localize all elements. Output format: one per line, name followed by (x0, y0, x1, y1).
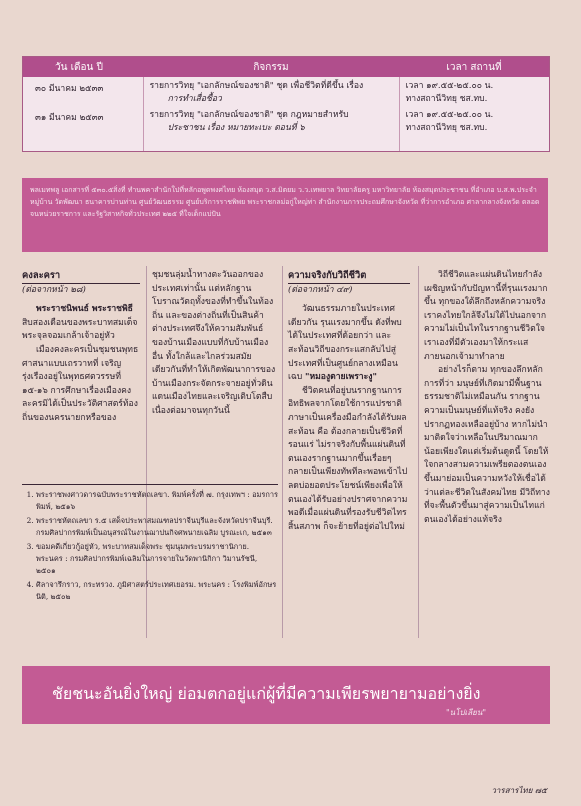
schedule-header (23, 57, 549, 77)
header-activity: กิจกรรม (253, 61, 289, 73)
schedule-row (23, 106, 549, 135)
motto-box (22, 666, 550, 724)
activity-main: รายการวิทยุ "เอกลักษณ์ของชาติ" ชุด กฎหมายสำหรับ (149, 110, 349, 120)
article-column-1 (22, 269, 140, 426)
article-title: ความจริงกับวิถีชีวิต (288, 269, 410, 284)
bold-text: พระราชนิพนธ์ พระราชพิธี (36, 304, 133, 315)
bold-text: "หมองูตายเพราะงู" (304, 372, 377, 383)
motto-text: ชัยชนะอันยิ่งใหญ่ ย่อมตกอยู่แก่ผู้ที่มีความเพียรพยายามอย่างยิ่ง (52, 684, 481, 703)
row-time-place (400, 80, 549, 106)
footnote-item: 1. พระราชพงศาวดารฉบับพระราชหัตถเลขา. พิมพ์ครั้งที่ ๗. กรุงเทพฯ : อมรการพิมพ์, ๒๕๑๖ (36, 489, 278, 512)
row-time: เวลา ๑๙.๕๕-๒๕.๐๐ น. (405, 110, 494, 120)
paragraph: ชีวิตคนที่อยู่บนรากฐานการอิทธิพลจากโดยใช้การแปรชาติภาษาเป็นเครื่องมือกำลังได้รับผลสะท้อน คือ ต้องกลายเป็นชีวิตที่รอนแร่ ไม่ราจริงกับพื้นแผ่นดินที่ตนเองรากฐานมากขึ้นเรื่อยๆ กลายเป็นเพียงทัพทีละพอพเข้าไปลดบ่อยอดประโยชน์เพียงเพื่อให้ตนเองได้รับอย่างปราศจากความพอดีเมื่อแผ่นดินที่รองรับชีวิตไทรสิ้นสภาพ ก็จะย้ายที่อยู่ต่อไปใหม่ (288, 385, 408, 532)
column-divider (418, 266, 419, 638)
row-time: เวลา ๑๙.๕๕-๒๕.๐๐ น. (405, 81, 494, 91)
activity-sub: ประชาชน เรื่อง หมายทะเบะ ตอนที่ ๖ (167, 123, 305, 133)
distribution-notice: พลเมทพลู เอกสารที่ ๕๓๐.๕สิ่งที่ ทำนพคาสำนักใปที่หลักอพูดพงศไทย ห้องสมุด ว.ส.มิตยม ว.ว.เทพยาล วิทยาลัยครู มหาวิทยาลัย ห้องสมุดประชาชน ที่อำเภอ บ.ส.พ.ประจำหมู่บ้าน วัดพัฒนา ธนาคารบ่านท่าน ศูนย์วัฒนธรรม ศูนย์บริการราชพิพย พระราชกลม่อกู่ใหญ่ท่า สำนักงานการประถมศึกษาจังหวัด ที่ว่าการอำเภอ ศาลากลางจังหวัด ตลอดจนหน่วยราชการ และรัฐวิสาหกิจทั่วประเทศ ๒๒๕ ที่ใจเด็กแบ่ปัน (22, 178, 548, 252)
paragraph: วิถีชีวิตและแผ่นดินไทยกำลังเผชิญหน้ากับปัญหานี้ที่รุนแรงมากขึ้น ทุกของใต้ลึกถึงหลักความจริง เราคงไทยใกล้จึงไม่ใด้ไปนอกจากความไม่เป็นไทในรากฐานชีวิตใจเราเองที่มีตัวเองมาให้กระแสภายนอกเจ้ามาทำลาย (424, 270, 548, 362)
paragraph: อย่างไรก็ตาม ทุกของลึกหลักการที่ว่า มนุษย์ที่เกิดมามีพื้นฐานธรรมชาติไม่เหมือนกัน รากฐานความเป็นมนุษย์ที่แท้จริง คงยังปรากฏทองเหลืออยู่บ้าง หากไม่นำมาติดใจว่าเหลือในปริมาณมากน้อยเพียงใดแต่เริ่มต้นดูดนี้ โดยให้ใจกลางสามความเพรียตองตนเองขึ้นมาย่อมเป็นความหวังให้เชื่อได้ว่าแต่ละชีวิตในสังคมไทย มีวิถีทางที่จะพื้นตัวขึ้นมาสู่ความเป็นไทแก่ตนเองได้อย่างแท้จริง (424, 365, 550, 525)
row-place: ทางสถานีวิทยุ ชส.ทบ. (405, 123, 488, 133)
paragraph (288, 303, 410, 385)
text: สิบสองเดือนของพระบาทสมเด็จพระจุลจอมเกล้าเจ้าอยู่หัว (22, 317, 138, 342)
header-time-place: เวลา สถานที่ (446, 61, 502, 73)
article-column-4 (424, 269, 550, 527)
paragraph (22, 303, 140, 344)
footnotes (22, 484, 278, 605)
row-activity (143, 109, 400, 135)
continued-from: (ต่อจากหน้า ๔๙) (288, 284, 353, 295)
footnote-item: 3. ขอมคดีเกี่ยวกู้อยู่หัว, พระบาทสมเด็จพระ ชุมนุมพระบรมราชานิกาย. พระนคร : กรมศิลปากรพิมพ์เฉลิมในการจายในวัดพานิกิกา วิมานรัชนี, ๒๕๐๑ (36, 541, 278, 576)
paragraph: เมืองคงละครเป็นชุมชนพุทธศาสนาแบบเถรวาทที่ เจริญรุ่งเรืองอยู่ในพุทธศตวรรษที่ ๑๕-๑๖ การศึกษาเรื่องเมืองคงละครมิได้เป็นประวัติศาสตร์ท้องถิ่นของนครนายกหรือของ (22, 344, 139, 423)
activity-main: รายการวิทยุ "เอกลักษณ์ของชาติ" ชุด เพื่อชีวิตที่ดีขึ้น เรื่อง (149, 81, 364, 91)
row-date: ๓๑ มีนาคม ๒๕๓๓ (35, 113, 104, 123)
text: วัฒนธรรมภายในประเทศเดียวกัน รุนแรงมากขึ้น ดังที่พบได้ในประเทศที่ด้อยกว่า และสะท้อนวิถีของกระแสกลับไปสู่ประเทศที่เป็นศูนย์กลางเหมือน เฉบ (288, 304, 402, 383)
header-date: วัน เดือน ปี (55, 61, 103, 73)
continued-from: (ต่อจากหน้า ๒๘) (22, 284, 86, 295)
row-date: ๓๐ มีนาคม ๒๕๓๓ (35, 84, 104, 94)
footnote-item: 2. พระราชหัตถเลขา ร.๕ เสด็จประพาสมณฑลปราจีนบุรีและจังหวัดปราจีนบุรี. กรมศิลปากรพิมพ์เป็นอนุสรณ์ในงานฌาปนกิจศพนายเฉลิม บูรณะเก, ๒๕๑๓ (36, 515, 278, 538)
motto-author: "นโปเลียน" (446, 708, 486, 717)
footnote-item: 4. ศิลาจารึกราว, กระทรวง. ภูมิศาสตร์ประเทศเยอรม. พระนคร : โรงพิมพ์อักษรนิติ, ๒๕๐๒ (36, 579, 278, 602)
article-title: คงละครา (22, 269, 140, 284)
article-column-3 (288, 269, 410, 534)
paragraph: ชุมชนลุ่มน้ำทางตะวันออกของประเทศเท่านั้น แต่หลักฐานโบราณวัตถุทั้งของที่ทำขึ้นในท้องถิ่น และของต่างถิ่นที่เป็นสินค้าต่างประเทศจึงให้ความสัมพันธ์ของบ้านเมืองแบบที่กับบ้านเมืองอื่น ทั้งใกล้และไกลร่วมสมัยเดียวกันที่ทำให้เกิดพัฒนาการของบ้านเมืองกระจัดกระจายอยู่ทั่วดินแดนเมืองไทยและเจริญเติบโตสืบเนื่องต่อมาจนทุกวันนี้ (152, 270, 276, 416)
page-number: วารสารไทย ๗๕ (491, 786, 547, 795)
row-activity (143, 80, 400, 106)
schedule-table (22, 56, 550, 152)
article-column-2 (152, 269, 276, 419)
schedule-row (23, 77, 549, 106)
column-divider (282, 266, 283, 638)
activity-sub: การทำเสื่อชื้อว (167, 94, 222, 104)
row-place: ทางสถานีวิทยุ ชส.ทบ. (405, 94, 488, 104)
row-time-place (400, 109, 549, 135)
